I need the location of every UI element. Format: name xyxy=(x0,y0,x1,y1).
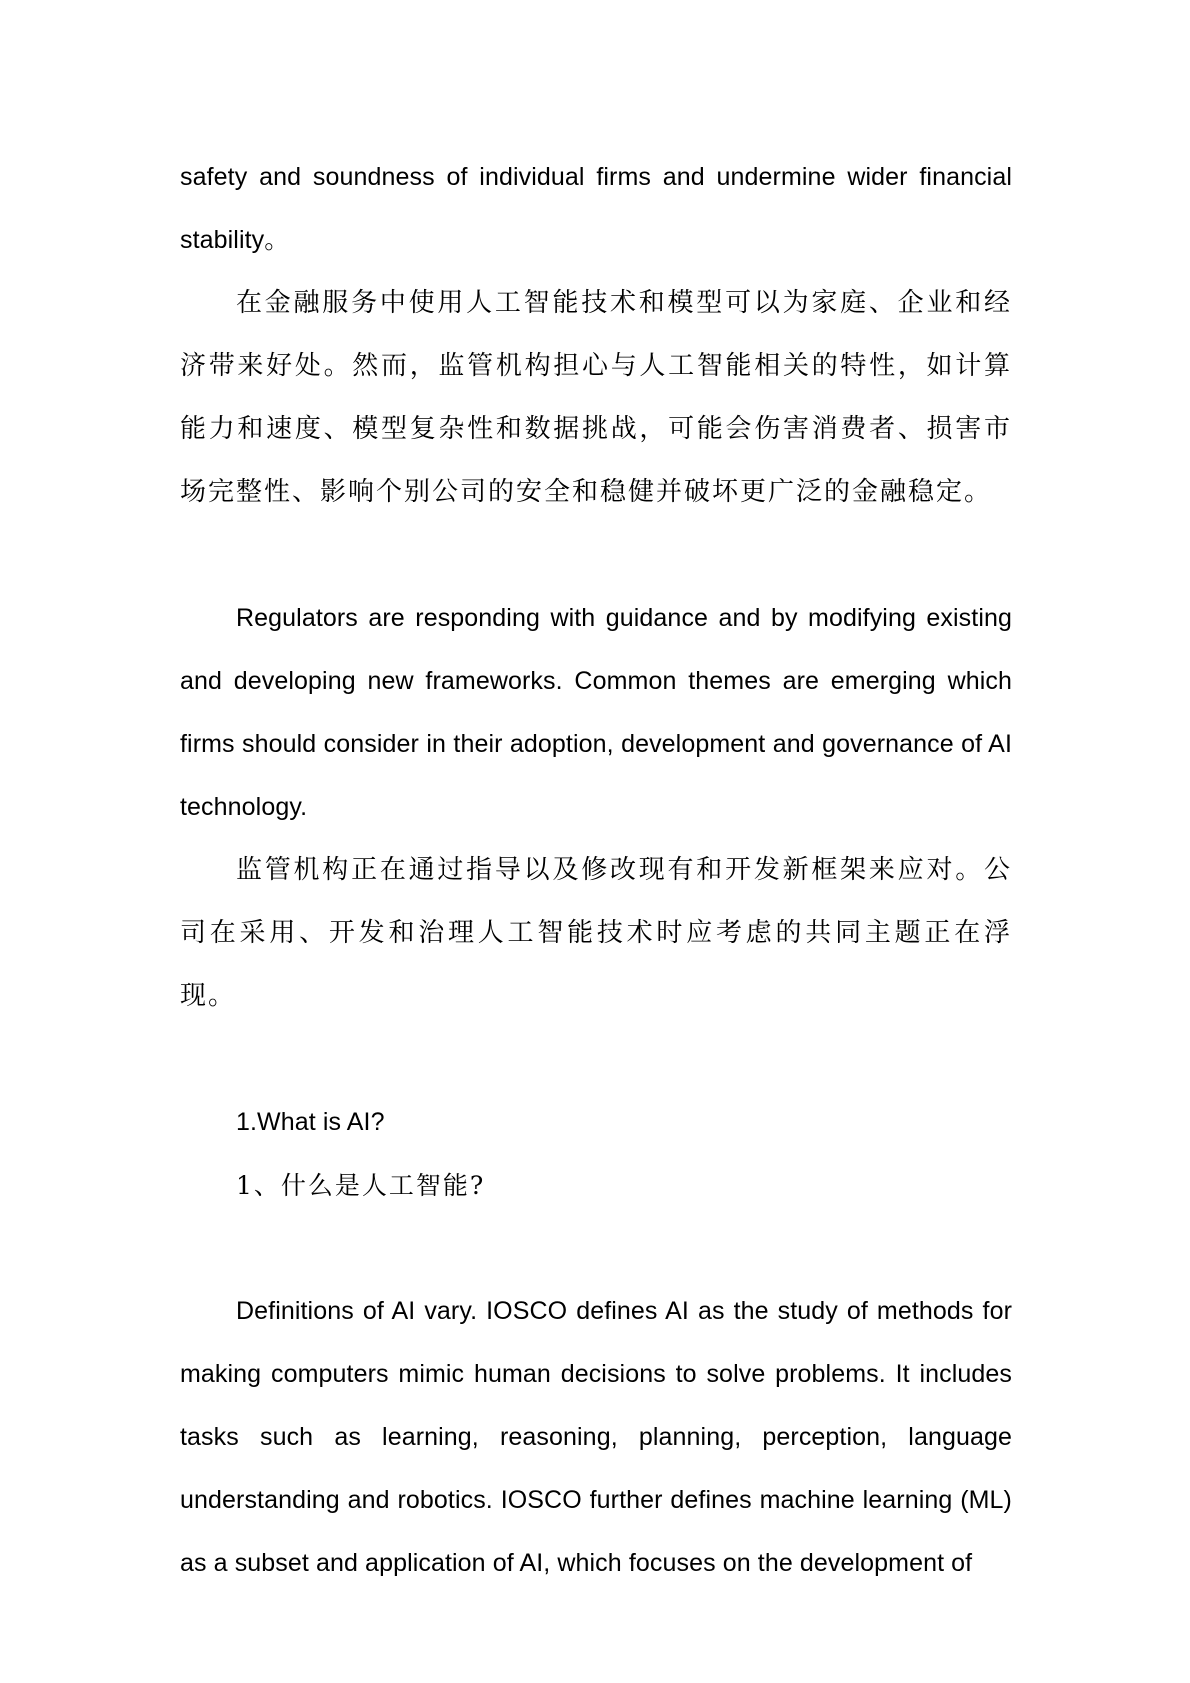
paragraph-zh-benefits: 在金融服务中使用人工智能技术和模型可以为家庭、企业和经济带来好处。然而，监管机构担心与人工智能相关的特性，如计算能力和速度、模型复杂性和数据挑战，可能会伤害消费者、损害市场完整性、影响个别公司的安全和稳健并破坏更广泛的金融稳定。 xyxy=(180,288,1012,507)
paragraph-en-regulators: Regulators are responding with guidance and by modifying existing and developing new frameworks. Common themes are emerging which firms should consider in their adoption, development and governance of AI technology. xyxy=(180,604,1012,821)
document-body xyxy=(180,146,1012,1595)
paragraph-en-definitions: Definitions of AI vary. IOSCO defines AI as the study of methods for making computers mimic human decisions to solve problems. It includes tasks such as learning, reasoning, planning, perception, language understanding and robotics. IOSCO further defines machine learning (ML) as a subset and application of AI, which focuses on the development of xyxy=(180,1297,1012,1577)
paragraph-en-continuation: safety and soundness of individual firms and undermine wider financial stability。 xyxy=(180,163,1012,254)
section-heading-zh: 1、什么是人工智能? xyxy=(236,1171,486,1200)
paragraph-spacer xyxy=(180,524,1012,587)
paragraph-spacer xyxy=(180,1028,1012,1091)
paragraph-spacer xyxy=(180,1217,1012,1280)
paragraph-zh-regulators: 监管机构正在通过指导以及修改现有和开发新框架来应对。公司在采用、开发和治理人工智能技术时应考虑的共同主题正在浮现。 xyxy=(180,855,1012,1011)
section-heading-en: 1.What is AI? xyxy=(236,1108,385,1136)
